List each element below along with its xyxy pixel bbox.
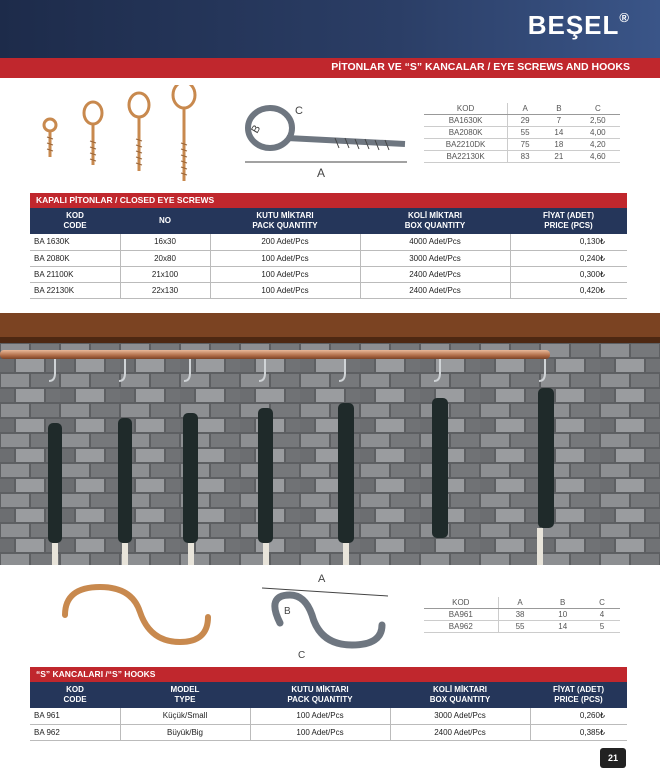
- spec-header-row: [424, 103, 620, 115]
- spec-header-row: [424, 597, 620, 609]
- cell: 16x30: [120, 234, 210, 250]
- spec-cell: 38: [498, 609, 541, 621]
- eye-screw-diagram: [225, 92, 415, 182]
- col-header: [390, 682, 530, 708]
- spec-header: C: [584, 597, 620, 609]
- col-header-line: PACK QUANTITY: [252, 221, 318, 230]
- spec-cell: 14: [542, 621, 584, 633]
- s-hooks-title: “S” KANCALARI /“S” HOOKS: [30, 667, 627, 682]
- cell: 22x130: [120, 282, 210, 298]
- cell: 3000 Adet/Pcs: [360, 250, 510, 266]
- cell: 20x80: [120, 250, 210, 266]
- cell: 100 Adet/Pcs: [210, 250, 360, 266]
- spec-cell: 4,20: [576, 139, 620, 151]
- spec-header: KOD: [424, 103, 508, 115]
- spec-header: A: [498, 597, 541, 609]
- section-title: PİTONLAR VE “S” KANCALAR / EYE SCREWS AND HOOKS: [331, 61, 630, 73]
- spec-cell: 4,00: [576, 127, 620, 139]
- spec-header: B: [542, 103, 576, 115]
- eye-screws-photo: [35, 85, 210, 185]
- cell: BA 961: [30, 708, 120, 724]
- cell: BA 1630K: [30, 234, 120, 250]
- col-header: [210, 208, 360, 234]
- dim-c-label: C: [295, 105, 303, 117]
- cell: BA 21100K: [30, 266, 120, 282]
- table-row: [424, 621, 620, 633]
- s-dim-b-label: B: [284, 606, 291, 617]
- spec-cell: 21: [542, 151, 576, 163]
- col-header-line: KOD: [66, 211, 84, 220]
- col-header: [120, 208, 210, 234]
- table-row: [424, 127, 620, 139]
- spec-cell: 5: [584, 621, 620, 633]
- table-row: [30, 724, 627, 740]
- cell: Büyük/Big: [120, 724, 250, 740]
- table-row: [30, 250, 627, 266]
- cell: 100 Adet/Pcs: [210, 266, 360, 282]
- col-header-line: MODEL: [170, 685, 200, 694]
- table-row: [424, 151, 620, 163]
- spec-header: B: [542, 597, 584, 609]
- spec-cell: 75: [508, 139, 542, 151]
- brand-name: BEŞEL: [527, 10, 620, 40]
- closed-eye-table: [30, 208, 627, 299]
- page-number: 21: [600, 748, 626, 768]
- col-header: [30, 682, 120, 708]
- spec-header: KOD: [424, 597, 498, 609]
- cell: 21x100: [120, 266, 210, 282]
- s-dim-c-label: C: [298, 650, 306, 661]
- spec-cell: 55: [508, 127, 542, 139]
- cell: BA 962: [30, 724, 120, 740]
- spec-cell: BA961: [424, 609, 498, 621]
- cell: 3000 Adet/Pcs: [390, 708, 530, 724]
- dim-a-label: A: [317, 166, 326, 180]
- cell: 2400 Adet/Pcs: [360, 282, 510, 298]
- cell: 2400 Adet/Pcs: [360, 266, 510, 282]
- col-header-line: PRICE (PCS): [554, 695, 603, 704]
- spec-cell: BA962: [424, 621, 498, 633]
- table-row: [424, 115, 620, 127]
- table-row: [30, 282, 627, 298]
- spec-header: A: [508, 103, 542, 115]
- table-row: [424, 139, 620, 151]
- spec-cell: 29: [508, 115, 542, 127]
- s-hook-photo: [40, 575, 220, 660]
- col-header: [360, 208, 510, 234]
- spec-cell: 4,60: [576, 151, 620, 163]
- spec-cell: 7: [542, 115, 576, 127]
- col-header-line: FİYAT (ADET): [542, 211, 595, 220]
- col-header-line: NO: [159, 216, 171, 225]
- col-header: [120, 682, 250, 708]
- cell: 100 Adet/Pcs: [210, 282, 360, 298]
- page-header: [0, 0, 660, 58]
- cell: 0,420₺: [510, 282, 627, 298]
- cell: 200 Adet/Pcs: [210, 234, 360, 250]
- col-header-line: KUTU MİKTARI: [291, 685, 349, 694]
- spec-header: C: [576, 103, 620, 115]
- spec-cell: 2,50: [576, 115, 620, 127]
- col-header: [250, 682, 390, 708]
- col-header-line: BOX QUANTITY: [404, 221, 466, 230]
- price-header-row: [30, 208, 627, 234]
- cell: 0,385₺: [530, 724, 627, 740]
- cell: 0,300₺: [510, 266, 627, 282]
- table-row: [30, 708, 627, 724]
- brand-logo: [528, 10, 630, 41]
- col-header-line: TYPE: [174, 695, 196, 704]
- cell: 0,130₺: [510, 234, 627, 250]
- section-band: [0, 58, 660, 78]
- s-dim-a-label: A: [318, 573, 326, 585]
- spec-cell: 10: [542, 609, 584, 621]
- spec-cell: 4: [584, 609, 620, 621]
- col-header-line: BOX QUANTITY: [429, 695, 491, 704]
- col-header-line: KOLİ MİKTARI: [407, 211, 463, 220]
- col-header: [530, 682, 627, 708]
- cell: 100 Adet/Pcs: [250, 708, 390, 724]
- dim-b-label: B: [249, 123, 264, 136]
- table-row: [30, 266, 627, 282]
- eye-spec-table: [424, 103, 620, 163]
- table-row: [424, 609, 620, 621]
- copper-rail: [0, 350, 550, 359]
- col-header: [510, 208, 627, 234]
- spec-cell: 14: [542, 127, 576, 139]
- cell: 4000 Adet/Pcs: [360, 234, 510, 250]
- brand-mark: ®: [619, 10, 630, 25]
- cell: 100 Adet/Pcs: [250, 724, 390, 740]
- col-header-line: KOLİ MİKTARI: [432, 685, 488, 694]
- spec-cell: BA1630K: [424, 115, 508, 127]
- table-row: [30, 234, 627, 250]
- cell: 0,240₺: [510, 250, 627, 266]
- spec-cell: BA22130K: [424, 151, 508, 163]
- col-header-line: KUTU MİKTARI: [256, 211, 314, 220]
- col-header-line: KOD: [66, 685, 84, 694]
- spec-cell: BA2080K: [424, 127, 508, 139]
- cell: Küçük/Small: [120, 708, 250, 724]
- spec-cell: 18: [542, 139, 576, 151]
- cell: BA 2080K: [30, 250, 120, 266]
- col-header-line: PACK QUANTITY: [287, 695, 353, 704]
- col-header-line: PRICE (PCS): [544, 221, 593, 230]
- cell: 0,260₺: [530, 708, 627, 724]
- price-header-row: [30, 682, 627, 708]
- col-header: [30, 208, 120, 234]
- spec-cell: 83: [508, 151, 542, 163]
- cell: BA 22130K: [30, 282, 120, 298]
- cell: 2400 Adet/Pcs: [390, 724, 530, 740]
- col-header-line: FİYAT (ADET): [552, 685, 605, 694]
- col-header-line: CODE: [63, 695, 87, 704]
- col-header-line: CODE: [63, 221, 87, 230]
- closed-eye-title: KAPALI PİTONLAR / CLOSED EYE SCREWS: [30, 193, 627, 208]
- spec-cell: BA2210DK: [424, 139, 508, 151]
- s-hooks-table: [30, 682, 627, 741]
- s-hook-diagram: [250, 568, 410, 663]
- s-spec-table: [424, 597, 620, 633]
- spec-cell: 55: [498, 621, 541, 633]
